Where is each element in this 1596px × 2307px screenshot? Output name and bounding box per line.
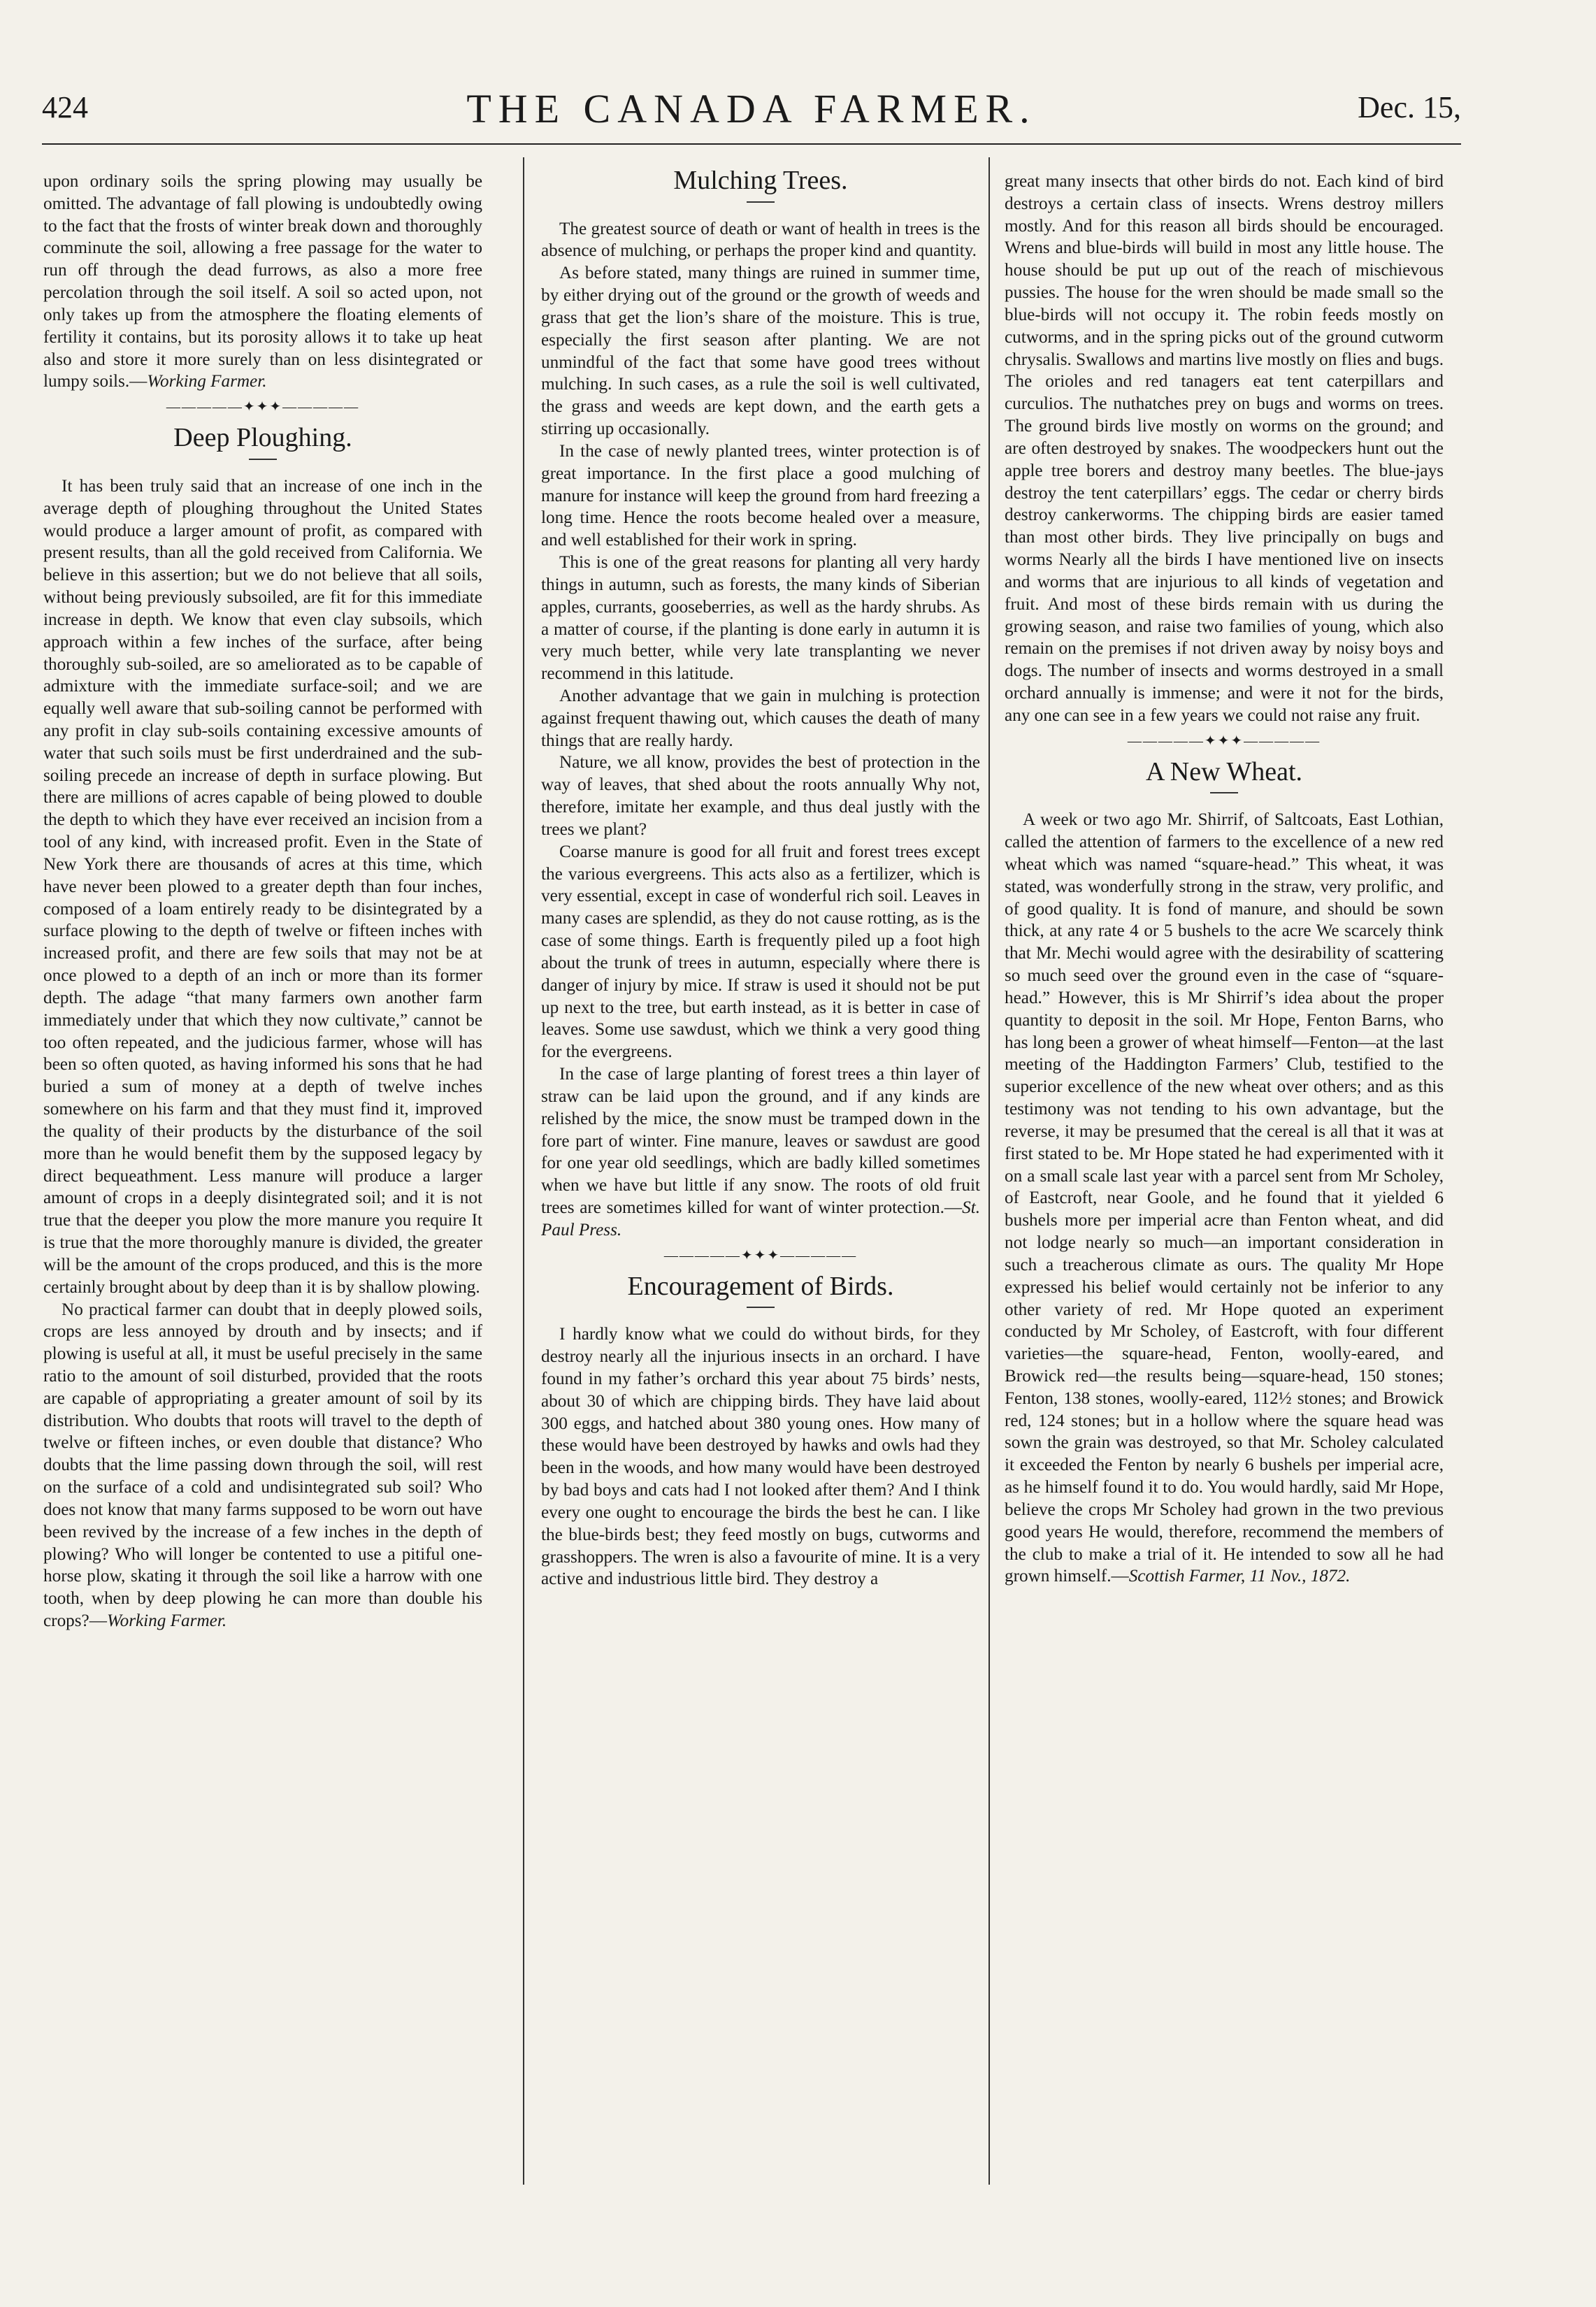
column-3 — [1005, 171, 1444, 2184]
section-ornament: —————✦✦✦————— — [663, 1247, 858, 1263]
paragraph: It has been truly said that an increase of one inch in the average depth of ploughing throughout the United States would produce a larger amount of profit, as compared with present results, than all the gold received from California. We believe in this assertion; but we do not believe that all soils, without being previously subsoiled, are fit for this immediate increase in depth. We know that even clay subsoils, which approach within a few inches of the surface, after being thoroughly sub-soiled, are so ameliorated as to be capable of admixture with the immediate surface-soil; and we are equally well aware that sub-soiling cannot be performed with any profit in clay sub-soils containing excessive amounts of water that such soils must be first underdrained and the sub-soiling precede an increase of depth in surface plowing. But there are millions of acres capable of being plowed to double the depth to which they have ever received an incision from a tool of any kind, with increased profit. Even in the State of New York there are thousands of acres at this time, which have never been plowed to a greater depth than four inches, composed of a loam entirely ready to be disintegrated by a surface plowing to the depth of twelve or fifteen inches with increased profit, and there are few soils that may not be at once plowed to a depth of an inch or more than its former depth. The adage “that many farmers own another farm immediately under that which they now cultivate,” cannot be too often repeated, and the judicious farmer, whose will has been so often quoted, as having informed his sons that he had buried a sum of money at a depth of twelve inches somewhere on his farm and that they must find it, improved the quality of their products by the disturbance of the soil more than he would benefit them by the supposed legacy by direct bequeathment. Less manure will produce a larger amount of crops in a deeply disintegrated soil; and it is not true that the deeper you plow the more manure you require It is true that the more thoroughly manure is divided, the greater will be the amount of the crops produced, and this is the more certainly brought about by deep than it is by shallow plowing. — [43, 476, 482, 1297]
column-2 — [541, 171, 980, 2184]
page-header — [42, 82, 1461, 145]
paragraph: great many insects that other birds do not. Each kind of bird destroys a certain class of insects. Wrens destroy millers mostly. And for this reason all birds should be encouraged. Wrens and blue-birds will build in most any little house. The house should be put up out of the reach of mischievous pussies. The house for the wren should be made small so the blue-birds will not occupy it. The robin feeds mostly on cutworms, and in the spring picks out of the ground cutworm chrysalis. Swallows and martins live mostly on flies and bugs. The orioles and red tanagers eat tent caterpillars and curculios. The nuthatches prey on bugs and worms on trees. The ground birds live mostly on worms on the ground; and are often destroyed by snakes. The woodpeckers hunt out the apple tree borers and destroy many beetles. The blue-jays destroy the tent caterpillars’ eggs. The cedar or cherry birds destroy cankerworms. The chipping birds are easier tamed than most other birds. They live principally on bugs and worms Nearly all the birds I have mentioned live on insects and worms that are injurious to all kinds of vegetation and fruit. And most of these birds remain with us during the growing season, and raise two families of young, which also remain on the premises if not driven away by noisy boys and dogs. The number of insects and worms destroyed in a small orchard annually is immense; and were it not for the birds, any one can see in a few years we could not raise any fruit. — [1005, 172, 1444, 725]
paragraph: Coarse manure is good for all fruit and forest trees except the various evergreens. This acts also as a fertilizer, which is very essential, except in case of wonderful rich soil. Leaves in many cases are splendid, as they do not cause rotting, as is the case of some things. Earth is frequently piled up a foot high about the trunk of trees in autumn, especially where there is danger of injury by mice. If straw is used it should not be put up next to the tree, but earth instead, as it is better in case of leaves. Some use sawdust, which we think a very good thing for the evergreens. — [541, 842, 980, 1062]
paragraph — [541, 1063, 980, 1242]
paragraph: The greatest source of death or want of health in trees is the absence of mulching, or perhaps the proper kind and quantity. — [541, 219, 980, 261]
paragraph-text: A week or two ago Mr. Shirrif, of Saltcoats, East Lothian, called the attention of farmers to the excellence of a new red wheat which was named “square-head.” This wheat, it was stated, was wonderfully strong in the straw, very prolific, and of good quality. It is fond of manure, and should be sown thick, at any rate 4 or 5 bushels to the acre We scarcely think that Mr. Mechi would agree with the desirability of scattering so much seed over the ground even in the case of “square-head.” However, this is Mr Shirrif’s idea about the proper quantity to deposit in the soil. Mr Hope, Fenton Barns, who has long been a grower of wheat himself—Fenton—at the last meeting of the Haddington Farmers’ Club, testified to the superior excellence of the new wheat over others; and as this testimony was not tending to his own advantage, but the reverse, it may be presumed that the cereal is all that it was at first stated to be. Mr Hope stated he had experimented with it on a small scale last year with a parcel sent from Mr Scholey, of Eastcroft, near Goole, and he found that it yielded 6 bushels more per imperial acre than Fenton wheat, and did not lodge nearly so much—an important consideration in such a treacherous climate as ours. The quality Mr Hope expressed his belief would certainly not be inferior to any other variety of red. Mr Hope quoted an experiment conducted by Mr Scholey, of Eastcroft, with four different varieties—the square-head, Fenton, woolly-eared, and Browick red—the results being—square-head, 150 stones; Fenton, 138 stones, woolly-eared, 112½ stones; and Browick red, 124 stones; but in a hollow where the square head was sown the grain was destroyed, so that Mr. Scholey calculated it exceeded the Fenton by nearly 6 bushels per imperial acre, as he himself found it to do. You would hardly, said Mr Hope, believe the crops Mr Scholey had grown in the two previous good years He would, therefore, recommend the members of the club to make a trial of it. He intended to sow all he had grown himself.— — [1005, 810, 1444, 1586]
title-dash — [1210, 792, 1238, 793]
paragraph: Another advantage that we gain in mulching is protection against frequent thawing out, which causes the death of many things that are really hardy. — [541, 686, 980, 750]
title-dash — [747, 1307, 775, 1308]
article-title-mulching-trees: Mulching Trees. — [673, 171, 848, 195]
title-dash — [747, 201, 775, 203]
article-source: Working Farmer. — [147, 372, 267, 391]
paragraph — [43, 1299, 482, 1632]
header-rule — [42, 143, 1461, 145]
column-rule-1 — [523, 157, 524, 2185]
masthead-title: THE CANADA FARMER. — [466, 86, 1037, 131]
page-number: 424 — [42, 90, 88, 124]
paragraph — [1005, 809, 1444, 1588]
title-dash — [249, 459, 277, 460]
paragraph-text: In the case of large planting of forest trees a thin layer of straw can be laid upon the ground, and if any kinds are relished by the mice, the snow must be tramped down in the fore part of winter. Fine manure, leaves or sawdust are good for one year old seedlings, which are badly killed sometimes when we have but little if any snow. The roots of old fruit trees are sometimes killed for want of winter protection.— — [541, 1065, 980, 1218]
article-source: St. Paul Press. — [541, 1198, 980, 1239]
paragraph: As before stated, many things are ruined in summer time, by either drying out of the ground or the growth of weeds and grass that get the lion’s share of the moisture. This is true, especially the first season after planting. We are not unmindful of the fact that some have good trees without mulching. In such cases, as a rule the soil is well cultivated, the grass and weeds are kept down, and the earth gets a stirring up occasionally. — [541, 264, 980, 439]
paragraph: I hardly know what we could do without birds, for they destroy nearly all the injurious insects in an orchard. I have found in my father’s orchard this year about 75 birds’ nests, about 30 of which are chipping birds. They have laid about 300 eggs, and hatched about 380 young ones. How many of these would have been destroyed by hawks and owls had they been in the woods, and how many would have been destroyed by bad boys and cats had I not looked after them? And I think every one ought to encourage the birds the best he can. I like the blue-birds best; they feed mostly on bugs, cutworms and grasshoppers. The wren is also a favourite of mine. It is a very active and industrious little bird. They destroy a — [541, 1325, 980, 1589]
paragraph: This is one of the great reasons for planting all very hardy things in autumn, such as forests, the many kinds of Siberian apples, currants, gooseberries, as well as the hardy shrubs. As a matter of course, if the planting is done early in autumn it is very much better, while very late transplanting we never recommend in this latitude. — [541, 553, 980, 684]
paragraph: Nature, we all know, provides the best of protection in the way of leaves, that shed about the roots annually Why not, therefore, imitate her example, and thus deal justly with the trees we plant? — [541, 753, 980, 839]
section-ornament: —————✦✦✦————— — [166, 399, 360, 415]
article-title-deep-ploughing: Deep Ploughing. — [173, 423, 352, 453]
paragraph: In the case of newly planted trees, winter protection is of great importance. In the first place a good mulching of manure for instance will keep the ground from hard freezing a long time. Hence the roots become healed over a measure, and well established for their work in spring. — [541, 441, 980, 550]
paragraph-text: No practical farmer can doubt that in deeply plowed soils, crops are less annoyed by drouth and by insects; and if plowing is useful at all, it must be useful precisely in the same ratio to the amount of soil disturbed, provided that the roots are capable of appropriating a greater amount of soil by its distribution. Who doubts that roots will travel to the depth of twelve or fifteen inches, or even double that distance? Who doubts that the lime passing down through the soil, will rest on the surface of a cold and undisintegrated sub soil? Who does not know that many farms supposed to be worn out have been revived by the increase of a few inches in the depth of plowing? Who will longer be contented to use a pitiful one-horse plow, skating it through the soil like a harrow with one tooth, when by deep plowing he can more than double his crops?— — [43, 1300, 482, 1631]
article-title-a-new-wheat: A New Wheat. — [1145, 756, 1303, 786]
article-continuation — [43, 171, 482, 393]
column-rule-2 — [988, 157, 990, 2185]
article-title-encouragement-of-birds: Encouragement of Birds. — [627, 1271, 894, 1301]
article-source: Working Farmer. — [106, 1611, 227, 1631]
issue-date: Dec. 15, — [1358, 90, 1461, 124]
section-ornament: —————✦✦✦————— — [1127, 733, 1321, 749]
column-1 — [43, 171, 482, 2184]
continuation-text: upon ordinary soils the spring plowing may usually be omitted. The advantage of fall plowing is undoubtedly owing to the fact that the frosts of winter break down and thoroughly comminute the soil, allowing a free passage for the water to run off through the dead furrows, as also a more free percolation through the soil itself. A soil so acted upon, not only takes up from the atmosphere the floating elements of fertility it contains, but its porosity allows it to take up heat also and store it more surely than on less disintegrated or lumpy soils.— — [43, 172, 482, 391]
article-source: Scottish Farmer, 11 Nov., 1872. — [1128, 1567, 1351, 1586]
